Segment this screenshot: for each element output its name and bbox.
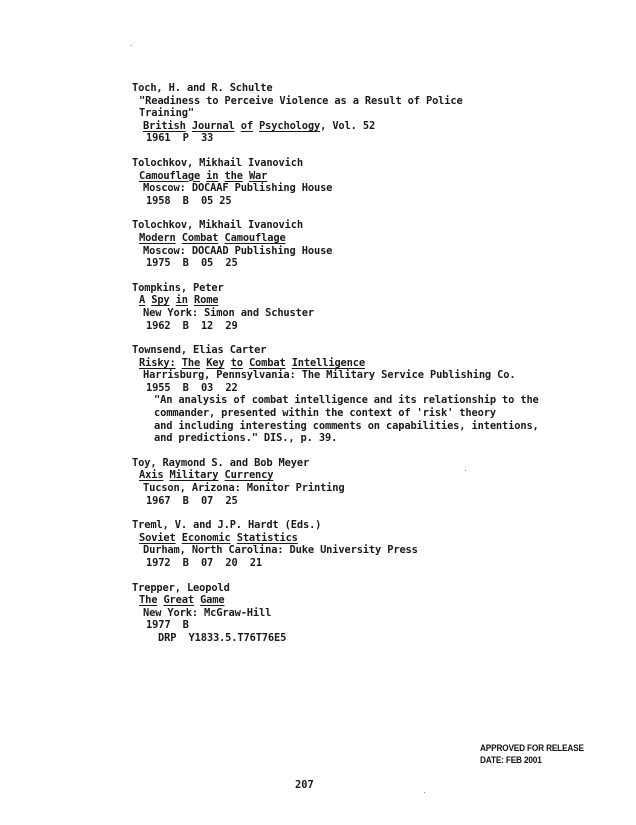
- scan-speck: [465, 470, 466, 471]
- entry-title: [132, 294, 602, 307]
- entry-title: [132, 532, 602, 545]
- entry-title: [132, 232, 602, 245]
- title-word: Rome: [193, 294, 219, 307]
- journal-word: Psychology: [259, 119, 321, 132]
- entry-title: [132, 469, 602, 482]
- entry-publisher: New York: Simon and Schuster: [143, 306, 314, 319]
- title-word: Key: [206, 356, 225, 369]
- title-word: The: [139, 594, 158, 607]
- entry-code: 1975 B 05 25: [146, 257, 238, 270]
- journal-word: Journal: [191, 119, 235, 132]
- title-word: Intelligence: [291, 356, 365, 369]
- scan-speck: [424, 792, 425, 793]
- title-word: in: [206, 169, 219, 182]
- entry-journal: [132, 120, 602, 133]
- entry-annotation-line: commander, presented within the context of 'risk' theory: [154, 407, 496, 420]
- journal-volume: , Vol. 52: [320, 119, 376, 132]
- title-word: Combat: [181, 231, 219, 244]
- entry-code: 1977 B: [146, 619, 189, 632]
- release-stamp-line: APPROVED FOR RELEASE: [480, 743, 584, 754]
- entry-author: Toy, Raymond S. and Bob Meyer: [132, 456, 310, 469]
- title-word: Risky:: [139, 356, 176, 369]
- bibliography-entry: [132, 457, 602, 507]
- title-word: Modern: [139, 231, 176, 244]
- title-word: The: [181, 356, 201, 369]
- title-word: A: [139, 294, 146, 307]
- title-word: War: [248, 169, 268, 182]
- entry-code: 1962 B 12 29: [146, 319, 238, 332]
- entry-title: [132, 170, 602, 183]
- entry-author: Tolochkov, Mikhail Ivanovich: [132, 219, 303, 232]
- entry-author: Townsend, Elias Carter: [132, 344, 267, 357]
- entry-article-title-line: "Readiness to Perceive Violence as a Result of Police: [139, 94, 463, 107]
- title-word: Camouflage: [139, 169, 201, 182]
- bibliography-entry: [132, 344, 602, 445]
- title-word: the: [224, 169, 243, 182]
- release-stamp: [480, 743, 584, 767]
- bibliography-entry: [132, 582, 602, 645]
- title-word: Statistics: [236, 531, 298, 544]
- entry-title: [132, 594, 602, 607]
- title-word: Camouflage: [224, 231, 286, 244]
- title-word: to: [230, 356, 243, 369]
- title-word: Military: [169, 469, 219, 482]
- entry-publisher: Moscow: DOCAAD Publishing House: [143, 244, 333, 257]
- entry-annotation-line: and including interesting comments on capabilities, intentions,: [154, 419, 539, 432]
- entry-code: 1961 P 33: [146, 132, 214, 145]
- bibliography-entry: [132, 519, 602, 569]
- release-stamp-date: DATE: FEB 2001: [480, 755, 542, 766]
- entry-author: Trepper, Leopold: [132, 581, 230, 594]
- bibliography-entry: [132, 282, 602, 332]
- title-word: Economic: [181, 531, 231, 544]
- entry-author: Tompkins, Peter: [132, 281, 224, 294]
- entry-code: 1967 B 07 25: [146, 494, 238, 507]
- bibliography-entry: [132, 157, 602, 207]
- page-number: 207: [295, 779, 314, 791]
- title-word: in: [175, 294, 188, 307]
- entry-publisher: New York: McGraw-Hill: [143, 606, 272, 619]
- title-word: Soviet: [139, 531, 176, 544]
- entry-author: Tolochkov, Mikhail Ivanovich: [132, 156, 303, 169]
- title-word: Game: [200, 594, 225, 607]
- scan-speck: [131, 45, 132, 46]
- entry-title: [132, 357, 602, 370]
- title-word: Currency: [224, 469, 274, 482]
- title-word: Combat: [248, 356, 286, 369]
- entry-call-number: DRP Y1833.5.T76T76E5: [158, 631, 287, 644]
- bibliography-entry: [132, 82, 602, 145]
- entry-publisher: Durham, North Carolina: Duke University Press: [143, 544, 418, 557]
- entry-author: Toch, H. and R. Schulte: [132, 82, 273, 94]
- title-word: Great: [163, 594, 194, 607]
- title-word: Axis: [139, 469, 164, 482]
- entry-annotation-line: and predictions." DIS., p. 39.: [154, 432, 338, 445]
- entry-author: Treml, V. and J.P. Hardt (Eds.): [132, 519, 322, 532]
- entry-annotation-line: "An analysis of combat intelligence and its relationship to the: [154, 394, 539, 407]
- journal-word: of: [240, 119, 253, 132]
- entry-publisher: Tucson, Arizona: Monitor Printing: [143, 482, 345, 495]
- entry-code: 1958 B 05 25: [146, 194, 232, 207]
- entry-code: 1955 B 03 22: [146, 381, 238, 394]
- bibliography-list: [132, 82, 602, 657]
- entry-code: 1972 B 07 20 21: [146, 557, 263, 569]
- entry-article-title-line: Training": [139, 107, 194, 120]
- bibliography-entry: [132, 219, 602, 269]
- journal-word: British: [143, 119, 186, 132]
- entry-publisher: Harrisburg, Pennsylvania: The Military Service Publishing Co.: [143, 369, 516, 382]
- entry-publisher: Moscow: DOCAAF Publishing House: [143, 182, 333, 195]
- title-word: Spy: [151, 294, 170, 307]
